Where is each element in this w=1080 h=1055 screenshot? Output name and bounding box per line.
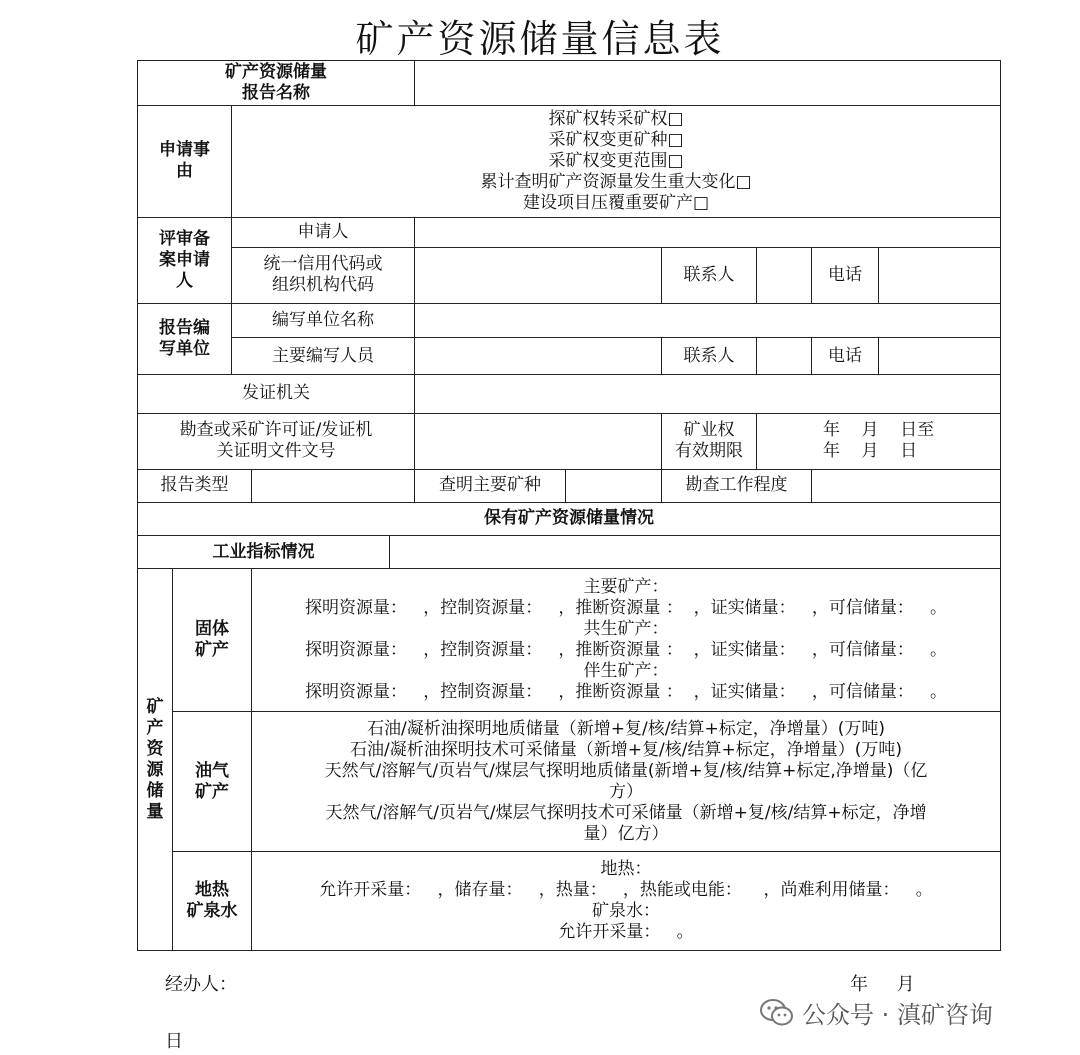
credit-code-value[interactable] bbox=[415, 247, 662, 303]
phone-value[interactable] bbox=[879, 247, 1001, 303]
contact-value-2[interactable] bbox=[757, 338, 812, 375]
applicant-value[interactable] bbox=[415, 217, 1001, 247]
main-mineral-label: 查明主要矿种 bbox=[415, 469, 566, 502]
exploration-degree-value[interactable] bbox=[812, 469, 1001, 502]
watermark-text: 公众号 · 滇矿咨询 bbox=[802, 1001, 993, 1029]
reason-option[interactable]: 采矿权变更矿种□ bbox=[548, 129, 684, 150]
geothermal-label: 地热 矿泉水 bbox=[173, 852, 252, 951]
industrial-index-value[interactable] bbox=[390, 536, 1001, 569]
report-type-value[interactable] bbox=[252, 469, 415, 502]
report-name-label: 矿产资源储量 报告名称 bbox=[138, 61, 415, 106]
geothermal-details[interactable]: 地热： 允许开采量： ，储存量： ，热量： ，热能或电能： ，尚难利用储量： 。 矿泉水： 允许开采量： 。 bbox=[252, 852, 1001, 951]
reason-option[interactable]: 累计查明矿产资源量发生重大变化□ bbox=[480, 171, 752, 192]
handler-label: 经办人： bbox=[165, 974, 237, 995]
phone-label: 电话 bbox=[812, 247, 879, 303]
author-unit-name-value[interactable] bbox=[415, 304, 1001, 338]
reserves-side-label: 矿 产 资 源 储 量 bbox=[138, 569, 173, 951]
reason-option[interactable]: 建设项目压覆重要矿产□ bbox=[523, 192, 710, 213]
main-authors-label: 主要编写人员 bbox=[232, 338, 415, 375]
exploration-degree-label: 勘查工作程度 bbox=[662, 469, 812, 502]
oil-gas-label: 油气 矿产 bbox=[173, 711, 252, 852]
page-title: 矿产资源储量信息表 bbox=[355, 17, 725, 61]
reason-label: 申请事 由 bbox=[138, 106, 232, 218]
review-applicant-label: 评审备 案申请 人 bbox=[138, 217, 232, 303]
phone-value-2[interactable] bbox=[879, 338, 1001, 375]
reason-option[interactable]: 采矿权变更范围□ bbox=[548, 150, 684, 171]
industrial-index-label: 工业指标情况 bbox=[138, 536, 390, 569]
report-type-label: 报告类型 bbox=[138, 469, 252, 502]
author-unit-name-label: 编写单位名称 bbox=[232, 304, 415, 338]
report-name-value[interactable] bbox=[415, 61, 1001, 106]
watermark bbox=[760, 995, 993, 1030]
contact-label-2: 联系人 bbox=[662, 338, 757, 375]
permit-number-value[interactable] bbox=[415, 413, 662, 469]
validity-label: 矿业权 有效期限 bbox=[662, 413, 757, 469]
info-table bbox=[137, 60, 1001, 951]
oil-gas-details[interactable]: 石油/凝析油探明地质储量（新增+复/核/结算+标定，净增量）(万吨) 石油/凝析油探明技术可采储量（新增+复/核/结算+标定，净增量）(万吨) 天然气/溶解气/页岩气/煤层气探明地质储量(新增+复/核/结算+标定,净增量)（亿 方） 天然气/溶解气/页岩气/煤层气探明技术可采储量（新增+复/核/结算+标定，净增 量）亿方） bbox=[252, 711, 1001, 852]
footer-year-month: 年 月 bbox=[850, 974, 915, 995]
contact-value[interactable] bbox=[757, 247, 812, 303]
applicant-label: 申请人 bbox=[232, 217, 415, 247]
footer-day: 日 bbox=[165, 1031, 183, 1052]
credit-code-label: 统一信用代码或 组织机构代码 bbox=[232, 247, 415, 303]
validity-dates[interactable]: 年 月 日至 年 月 日 bbox=[757, 413, 1001, 469]
main-mineral-value[interactable] bbox=[566, 469, 662, 502]
solid-mineral-details[interactable]: 主要矿产： 探明资源量： ，控制资源量： ，推断资源量 ： ，证实储量： ，可信储量： 。 共生矿产： 探明资源量： ，控制资源量： ，推断资源量 ： ，证实储量： ，可信储量： 。 伴生矿产： 探明资源量： ，控制资源量： ，推断资源量 ： ，证实储量： ，可信储量： 。 bbox=[252, 569, 1001, 712]
reason-option[interactable]: 探矿权转采矿权□ bbox=[548, 108, 684, 129]
issuer-label: 发证机关 bbox=[138, 375, 415, 413]
issuer-value[interactable] bbox=[415, 375, 1001, 413]
phone-label-2: 电话 bbox=[812, 338, 879, 375]
reserves-heading: 保有矿产资源储量情况 bbox=[138, 502, 1001, 535]
reason-options[interactable] bbox=[232, 106, 1001, 218]
permit-number-label: 勘查或采矿许可证/发证机 关证明文件文号 bbox=[138, 413, 415, 469]
solid-mineral-label: 固体 矿产 bbox=[173, 569, 252, 712]
contact-label: 联系人 bbox=[662, 247, 757, 303]
author-unit-label: 报告编 写单位 bbox=[138, 304, 232, 375]
main-authors-value[interactable] bbox=[415, 338, 662, 375]
wechat-icon bbox=[760, 999, 794, 1027]
